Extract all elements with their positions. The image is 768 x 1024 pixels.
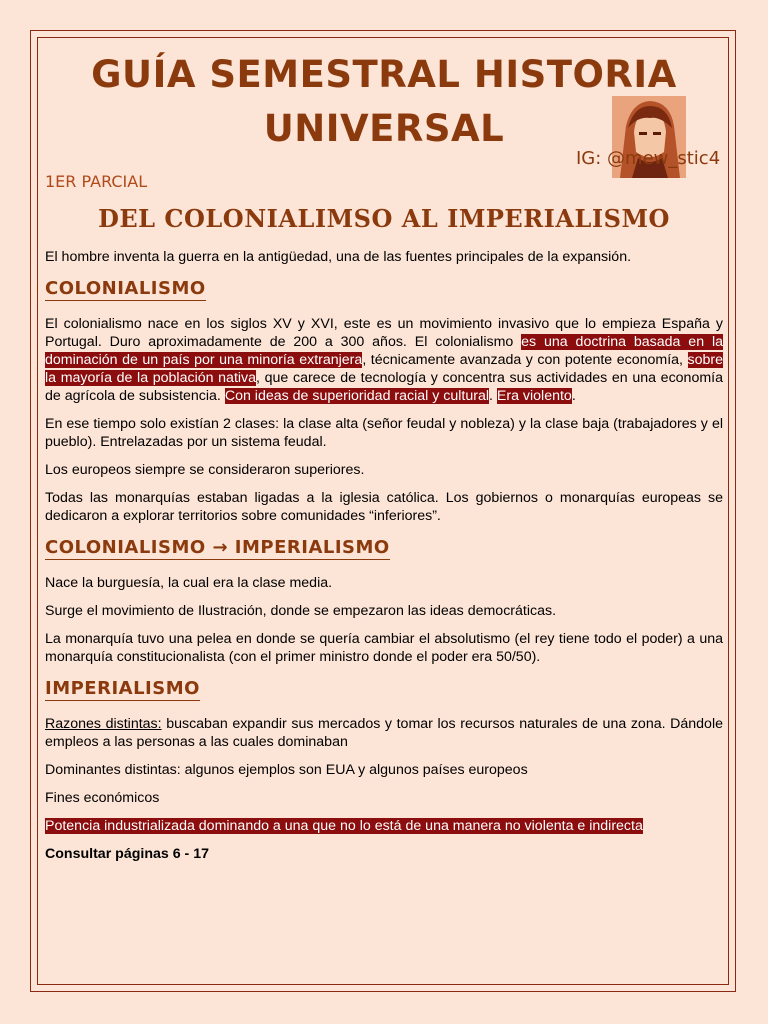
colonialismo-paragraph-1 <box>45 315 723 405</box>
highlighted-text: Con ideas de superioridad racial y cultural <box>224 388 490 404</box>
intro-paragraph: El hombre inventa la guerra en la antigüedad, una de las fuentes principales de la expansión. <box>45 249 632 265</box>
text-segment: , que carece de tecnología y concentra sus actividades en una economía de agrícola de subsistencia. <box>45 370 723 404</box>
document-body <box>45 248 723 873</box>
title-line-2: UNIVERSAL <box>263 107 505 150</box>
imperialismo-paragraph-1 <box>45 715 723 751</box>
highlighted-text: Era violento <box>496 388 572 404</box>
text-segment: . <box>571 388 576 404</box>
parcial-label: 1ER PARCIAL <box>45 172 148 191</box>
document-title <box>60 48 708 156</box>
highlighted-text: Potencia industrializada dominando a una que no lo está de una manera no violenta e indirecta <box>45 818 643 834</box>
imperialismo-paragraph-3: Fines económicos <box>45 790 160 806</box>
section-heading-colonialismo: COLONIALISMO <box>45 278 206 299</box>
imperialismo-paragraph-4 <box>45 817 723 835</box>
instagram-handle: IG: @mew_stic4 <box>576 148 721 169</box>
title-line-1: GUÍA SEMESTRAL HISTORIA <box>91 53 677 96</box>
text-segment: . <box>489 388 497 404</box>
consult-pages-note: Consultar páginas 6 - 17 <box>45 846 209 862</box>
underlined-label: Razones distintas: <box>45 716 162 732</box>
section-heading-transicion: COLONIALISMO → IMPERIALISMO <box>45 537 390 558</box>
highlighted-text: sobre la mayoría de la población nativa <box>45 352 724 386</box>
colonialismo-paragraph-3: Los europeos siempre se consideraron superiores. <box>45 462 365 478</box>
colonialismo-paragraph-4: Todas las monarquías estaban ligadas a la iglesia católica. Los gobiernos o monarquías europeas se dedicaron a explorar territorios sobre comunidades “inferiores”. <box>45 490 723 524</box>
text-segment: buscaban expandir sus mercados y tomar los recursos naturales de una zona. Dándole empleos a las personas a las cuales dominaban <box>45 716 723 750</box>
colonialismo-paragraph-2: En ese tiempo solo existían 2 clases: la clase alta (señor feudal y nobleza) y la clase baja (trabajadores y el pueblo). Entrelazadas por un sistema feudal. <box>45 416 723 450</box>
highlighted-text: es una doctrina basada en la dominación de un país por una minoría extranjera <box>45 334 723 368</box>
transicion-paragraph-2: Surge el movimiento de Ilustración, donde se empezaron las ideas democráticas. <box>45 603 557 619</box>
section-heading-imperialismo: IMPERIALISMO <box>45 678 200 699</box>
imperialismo-paragraph-2: Dominantes distintas: algunos ejemplos son EUA y algunos países europeos <box>45 762 528 778</box>
transicion-paragraph-3: La monarquía tuvo una pelea en donde se quería cambiar el absolutismo (el rey tiene todo el poder) a una monarquía constitucionalista (con el primer ministro donde el poder era 50/50). <box>45 631 723 665</box>
main-heading: DEL COLONIALIMSO AL IMPERIALISMO <box>98 204 670 233</box>
text-segment: , técnicamente avanzada y con potente economía, <box>362 352 688 368</box>
text-segment: El colonialismo nace en los siglos XV y XVI, este es un movimiento invasivo que lo empieza España y Portugal. Duro aproximadamente de 200 a 300 años. El colonialismo <box>45 316 723 350</box>
transicion-paragraph-1: Nace la burguesía, la cual era la clase media. <box>45 575 333 591</box>
